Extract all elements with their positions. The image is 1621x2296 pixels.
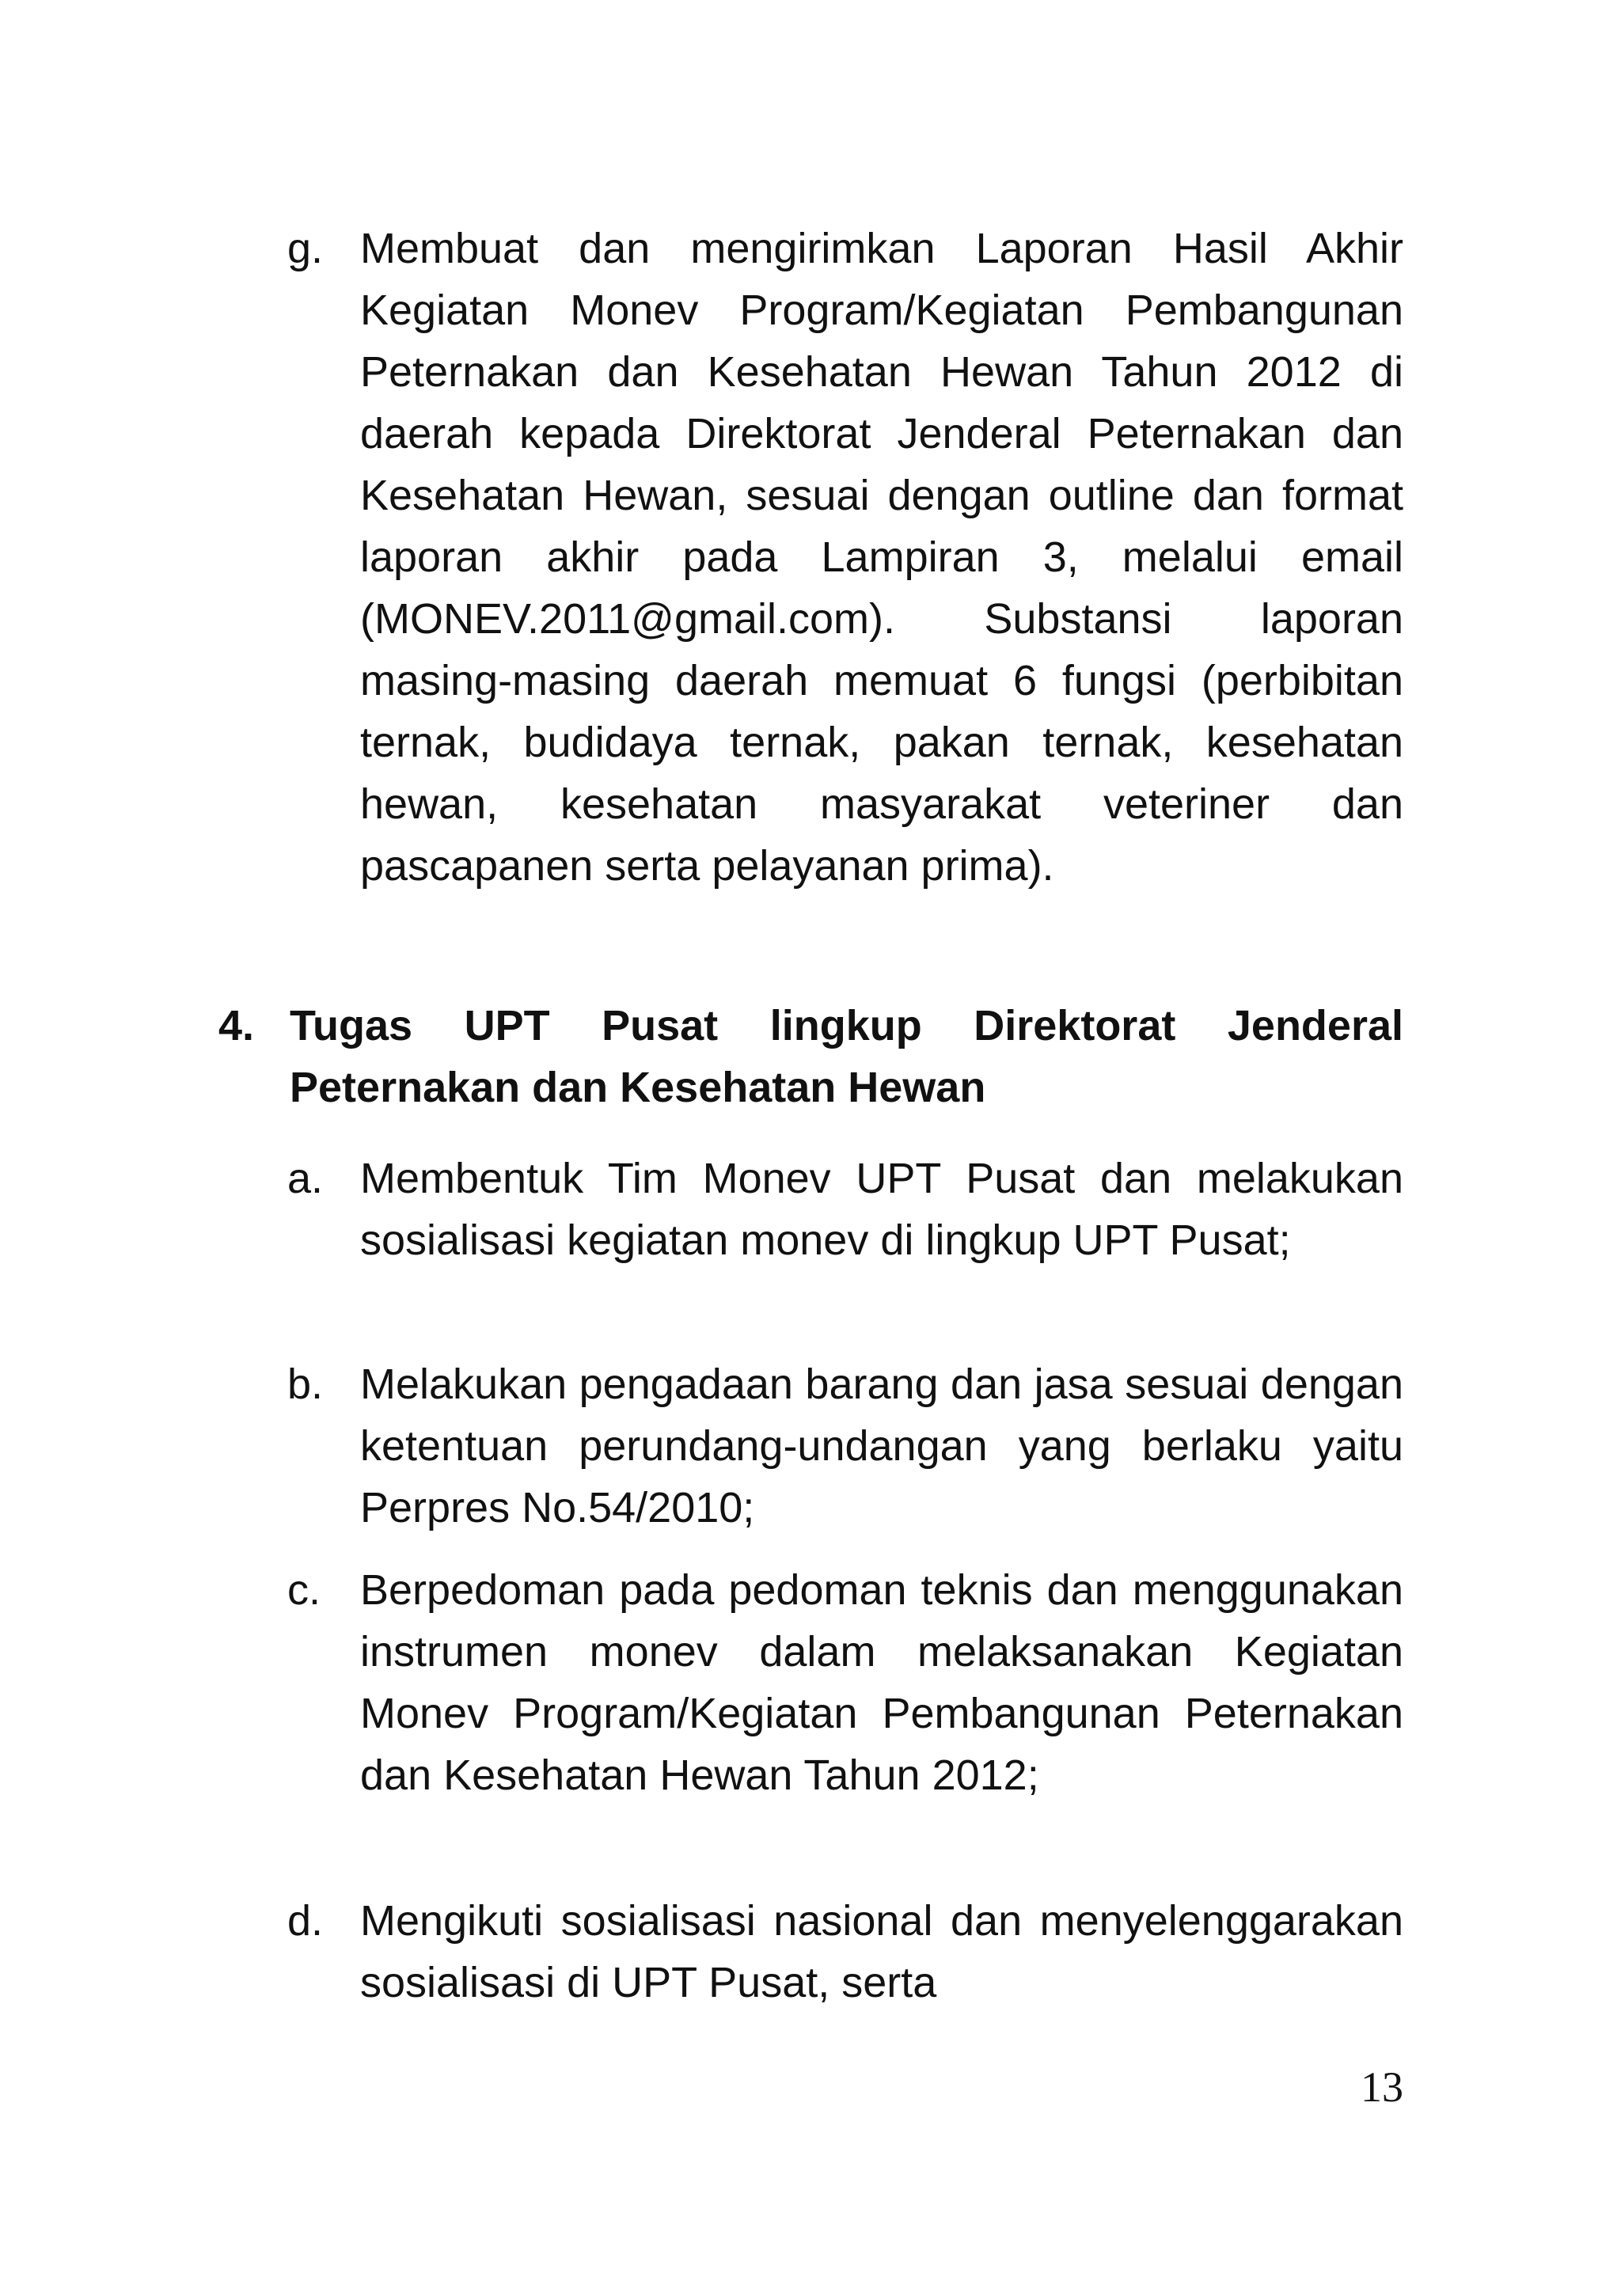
- section-number: 4.: [218, 1002, 255, 1049]
- list-item-b: [287, 1353, 1403, 1539]
- list-item-c: [287, 1559, 1403, 1806]
- section-heading-4: [218, 995, 1403, 1118]
- list-letter: b.: [287, 1361, 324, 1408]
- list-item-g: [287, 218, 1403, 897]
- list-item-text: Melakukan pengadaan barang dan jasa sesuai dengan ketentuan perundang-undangan yang berlaku yaitu Perpres No.54/2010;: [360, 1361, 1403, 1531]
- list-letter: c.: [287, 1566, 321, 1614]
- list-letter: d.: [287, 1897, 324, 1945]
- section-title: Tugas UPT Pusat lingkup Direktorat Jenderal Peternakan dan Kesehatan Hewan: [290, 1002, 1403, 1111]
- list-item-a: [287, 1148, 1403, 1271]
- list-item-text: Membuat dan mengirimkan Laporan Hasil Akhir Kegiatan Monev Program/Kegiatan Pembangunan Peternakan dan Kesehatan Hewan Tahun 2012 di daerah kepada Direktorat Jenderal Peternakan dan Kesehatan Hewan, sesuai dengan outline dan format laporan akhir pada Lampiran 3, melalui email (MONEV.2011@gmail.com). Substansi laporan masing-masing daerah memuat 6 fungsi (perbibitan ternak, budidaya ternak, pakan ternak, kesehatan hewan, kesehatan masyarakat veteriner dan pascapanen serta pelayanan prima).: [360, 225, 1403, 890]
- list-item-text: Berpedoman pada pedoman teknis dan menggunakan instrumen monev dalam melaksanakan Kegiatan Monev Program/Kegiatan Pembangunan Peternakan dan Kesehatan Hewan Tahun 2012;: [360, 1566, 1403, 1799]
- list-item-text: Membentuk Tim Monev UPT Pusat dan melakukan sosialisasi kegiatan monev di lingkup UPT Pusat;: [360, 1155, 1403, 1264]
- list-letter: a.: [287, 1155, 324, 1202]
- list-item-d: [287, 1890, 1403, 2013]
- page-number: 13: [1361, 2063, 1403, 2111]
- list-letter: g.: [287, 225, 324, 272]
- list-item-text: Mengikuti sosialisasi nasional dan menyelenggarakan sosialisasi di UPT Pusat, serta: [360, 1897, 1403, 2006]
